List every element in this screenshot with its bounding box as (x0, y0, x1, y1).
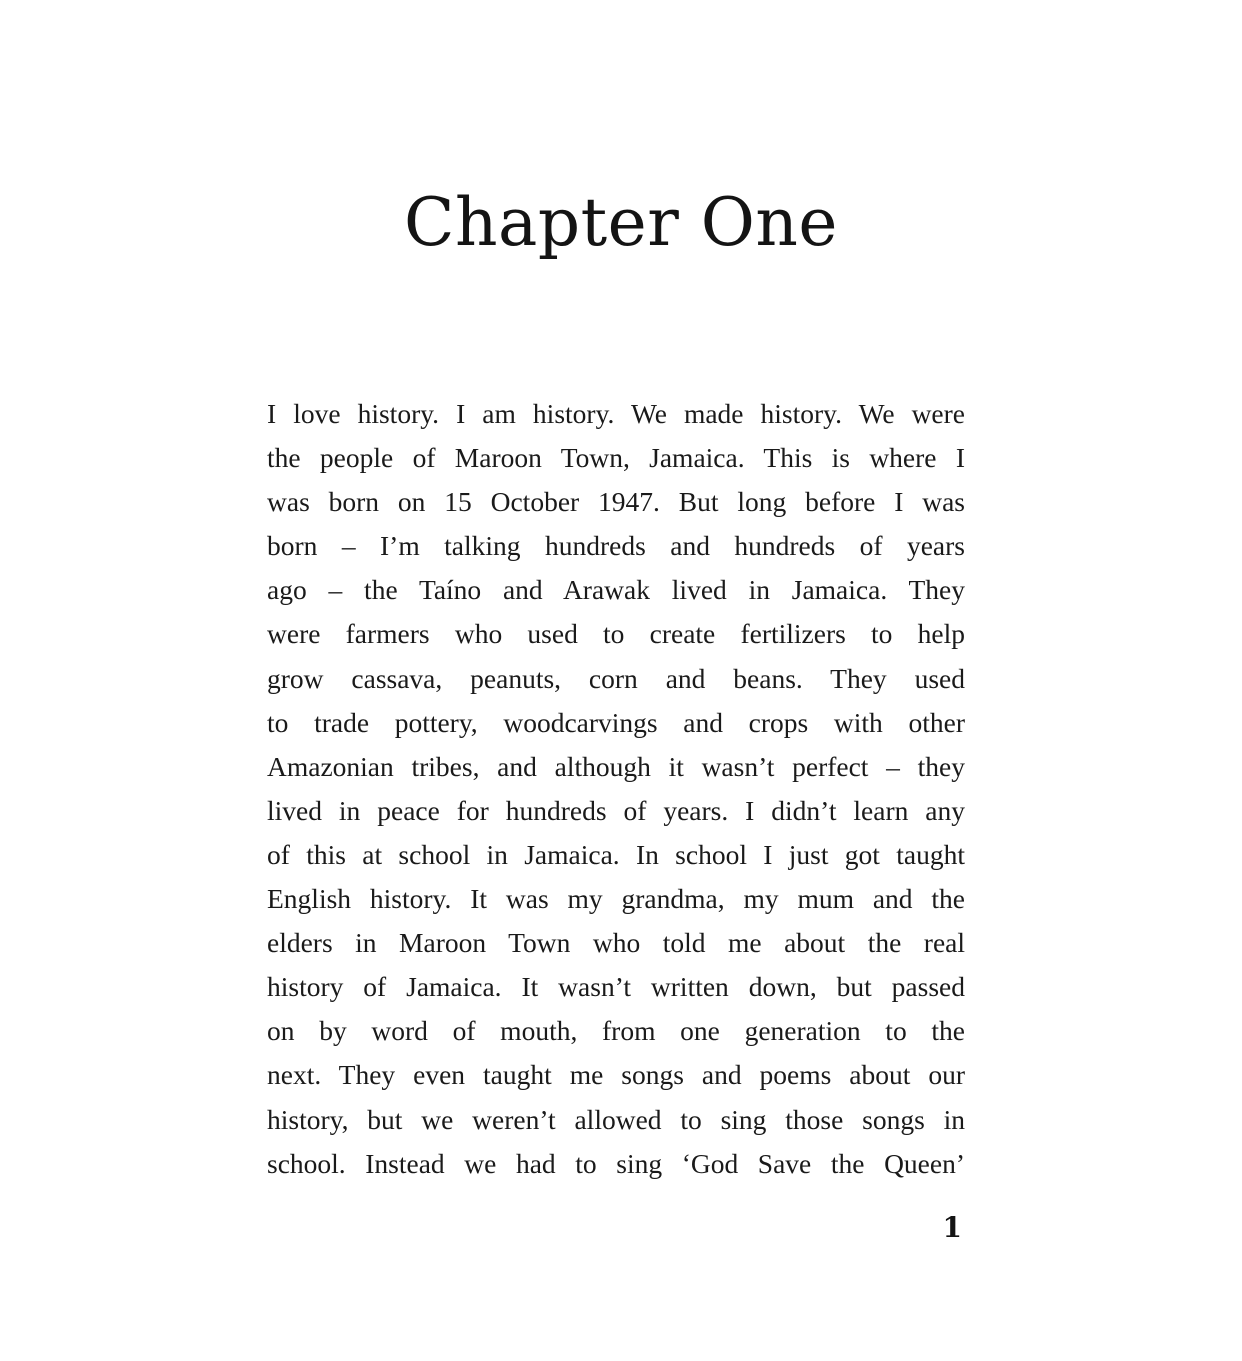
body-paragraph (267, 392, 965, 1186)
text-line: the people of Maroon Town, Jamaica. This is where I (267, 442, 965, 474)
text-line: elders in Maroon Town who told me about the real (267, 927, 965, 959)
text-line: I love history. I am history. We made history. We were (267, 398, 965, 429)
text-line: history, but we weren’t allowed to sing those songs in (267, 1103, 965, 1135)
text-line: Amazonian tribes, and although it wasn’t perfect – they (267, 750, 965, 782)
text-line: to trade pottery, woodcarvings and crops with other (267, 706, 965, 738)
text-line: school. Instead we had to sing ‘God Save the Queen’ (267, 1147, 965, 1179)
text-line: was born on 15 October 1947. But long before I was (267, 486, 965, 518)
text-line: grow cassava, peanuts, corn and beans. They used (267, 662, 965, 694)
text-line: next. They even taught me songs and poems about our (267, 1059, 965, 1091)
text-line: were farmers who used to create fertilizers to help (267, 618, 965, 650)
text-line: of this at school in Jamaica. In school I just got taught (267, 838, 965, 870)
text-line: on by word of mouth, from one generation to the (267, 1015, 965, 1047)
text-line: ago – the Taíno and Arawak lived in Jamaica. They (267, 574, 965, 606)
text-line: born – I’m talking hundreds and hundreds of years (267, 530, 965, 562)
text-line: history of Jamaica. It wasn’t written down, but passed (267, 971, 965, 1003)
page-number: 1 (942, 1211, 962, 1244)
text-line: English history. It was my grandma, my mum and the (267, 883, 965, 915)
text-line: lived in peace for hundreds of years. I didn’t learn any (267, 794, 965, 826)
chapter-title: Chapter One (404, 184, 838, 261)
